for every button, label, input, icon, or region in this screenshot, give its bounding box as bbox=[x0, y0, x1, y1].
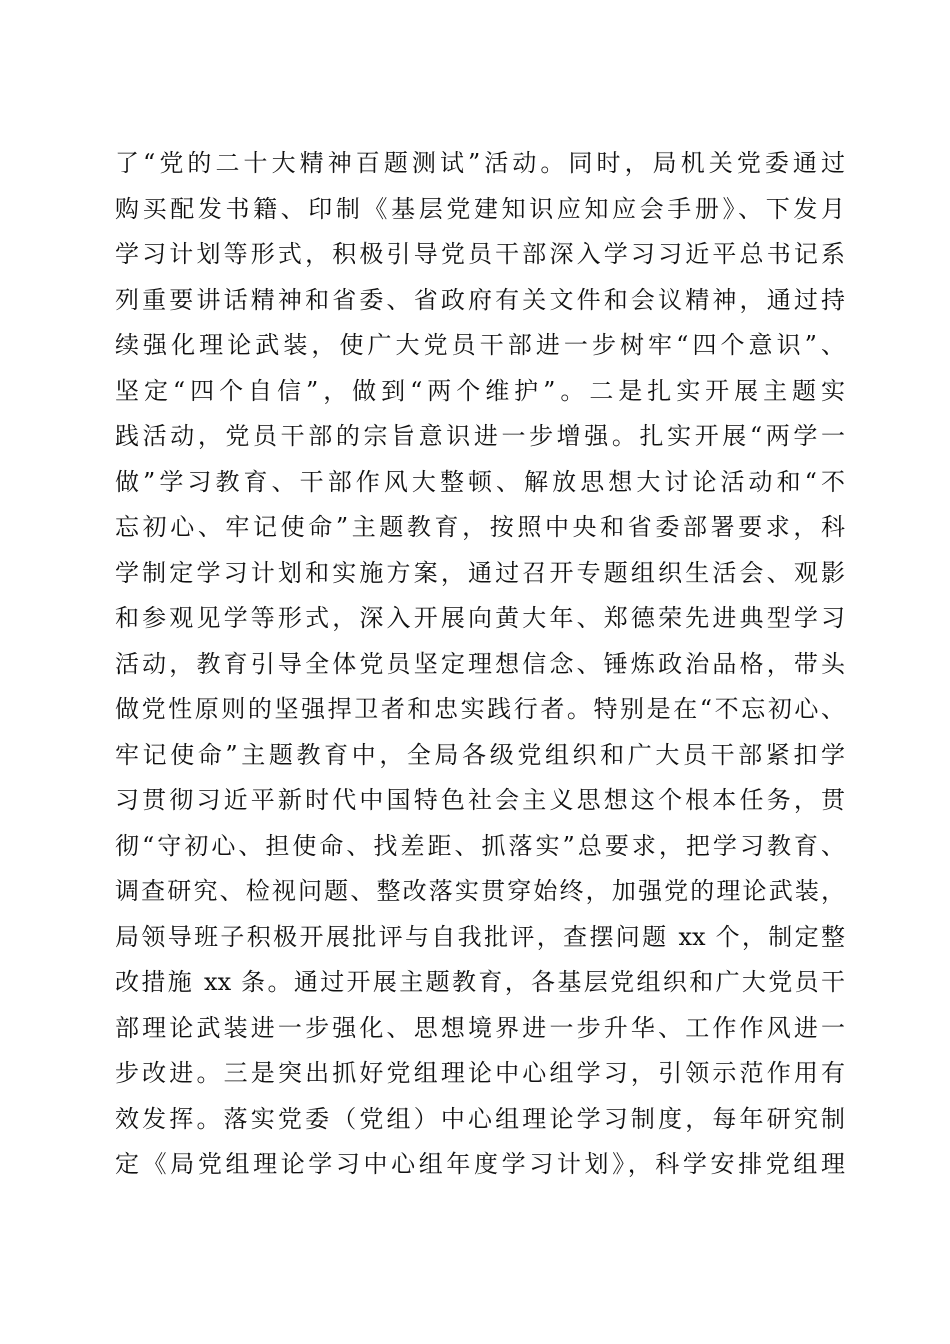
text-line-14: 牢记使命”主题教育中，全局各级党组织和广大员干部紧扣学 bbox=[115, 740, 845, 769]
text-line-11: 和参观见学等形式，深入开展向黄大年、郑德荣先进典型学习 bbox=[115, 604, 845, 632]
text-line-16: 彻“守初心、担使命、找差距、抓落实”总要求，把学习教育、 bbox=[115, 831, 845, 860]
text-line-17: 调查研究、检视问题、整改落实贯穿始终，加强党的理论武装， bbox=[115, 877, 845, 905]
text-line-6: 坚定“四个自信”，做到“两个维护”。二是扎实开展主题实 bbox=[115, 376, 845, 405]
text-line-20: 部理论武装进一步强化、思想境界进一步升华、工作作风进一 bbox=[115, 1013, 845, 1042]
text-line-23: 定《局党组理论学习中心组年度学习计划》，科学安排党组理 bbox=[115, 1150, 845, 1178]
text-line-7: 践活动，党员干部的宗旨意识进一步增强。扎实开展“两学一 bbox=[115, 422, 845, 450]
text-line-5: 续强化理论武装，使广大党员干部进一步树牢“四个意识”、 bbox=[115, 331, 845, 359]
body-paragraph bbox=[115, 141, 845, 1188]
text-line-18: 局领导班子积极开展批评与自我批评，查摆问题 xx 个，制定整 bbox=[115, 922, 845, 951]
text-line-22: 效发挥。落实党委（党组）中心组理论学习制度，每年研究制 bbox=[115, 1104, 845, 1133]
text-line-15: 习贯彻习近平新时代中国特色社会主义思想这个根本任务，贯 bbox=[115, 786, 845, 814]
text-line-2: 购买配发书籍、印制《基层党建知识应知应会手册》、下发月 bbox=[115, 194, 845, 223]
text-line-21: 步改进。三是突出抓好党组理论中心组学习，引领示范作用有 bbox=[115, 1059, 845, 1087]
text-line-1: 了“党的二十大精神百题测试”活动。同时，局机关党委通过 bbox=[115, 149, 845, 177]
text-line-19: 改措施 xx 条。通过开展主题教育，各基层党组织和广大党员干 bbox=[115, 968, 845, 996]
text-line-12: 活动，教育引导全体党员坚定理想信念、锤炼政治品格，带头 bbox=[115, 649, 845, 678]
text-line-4: 列重要讲话精神和省委、省政府有关文件和会议精神，通过持 bbox=[115, 285, 845, 314]
text-line-10: 学制定学习计划和实施方案，通过召开专题组织生活会、观影 bbox=[115, 558, 845, 587]
text-line-3: 学习计划等形式，积极引导党员干部深入学习习近平总书记系 bbox=[115, 240, 845, 268]
text-line-9: 忘初心、牢记使命”主题教育，按照中央和省委部署要求，科 bbox=[115, 513, 845, 541]
text-line-8: 做”学习教育、干部作风大整顿、解放思想大讨论活动和“不 bbox=[115, 467, 845, 496]
text-line-13: 做党性原则的坚强捍卫者和忠实践行者。特别是在“不忘初心、 bbox=[115, 695, 845, 723]
